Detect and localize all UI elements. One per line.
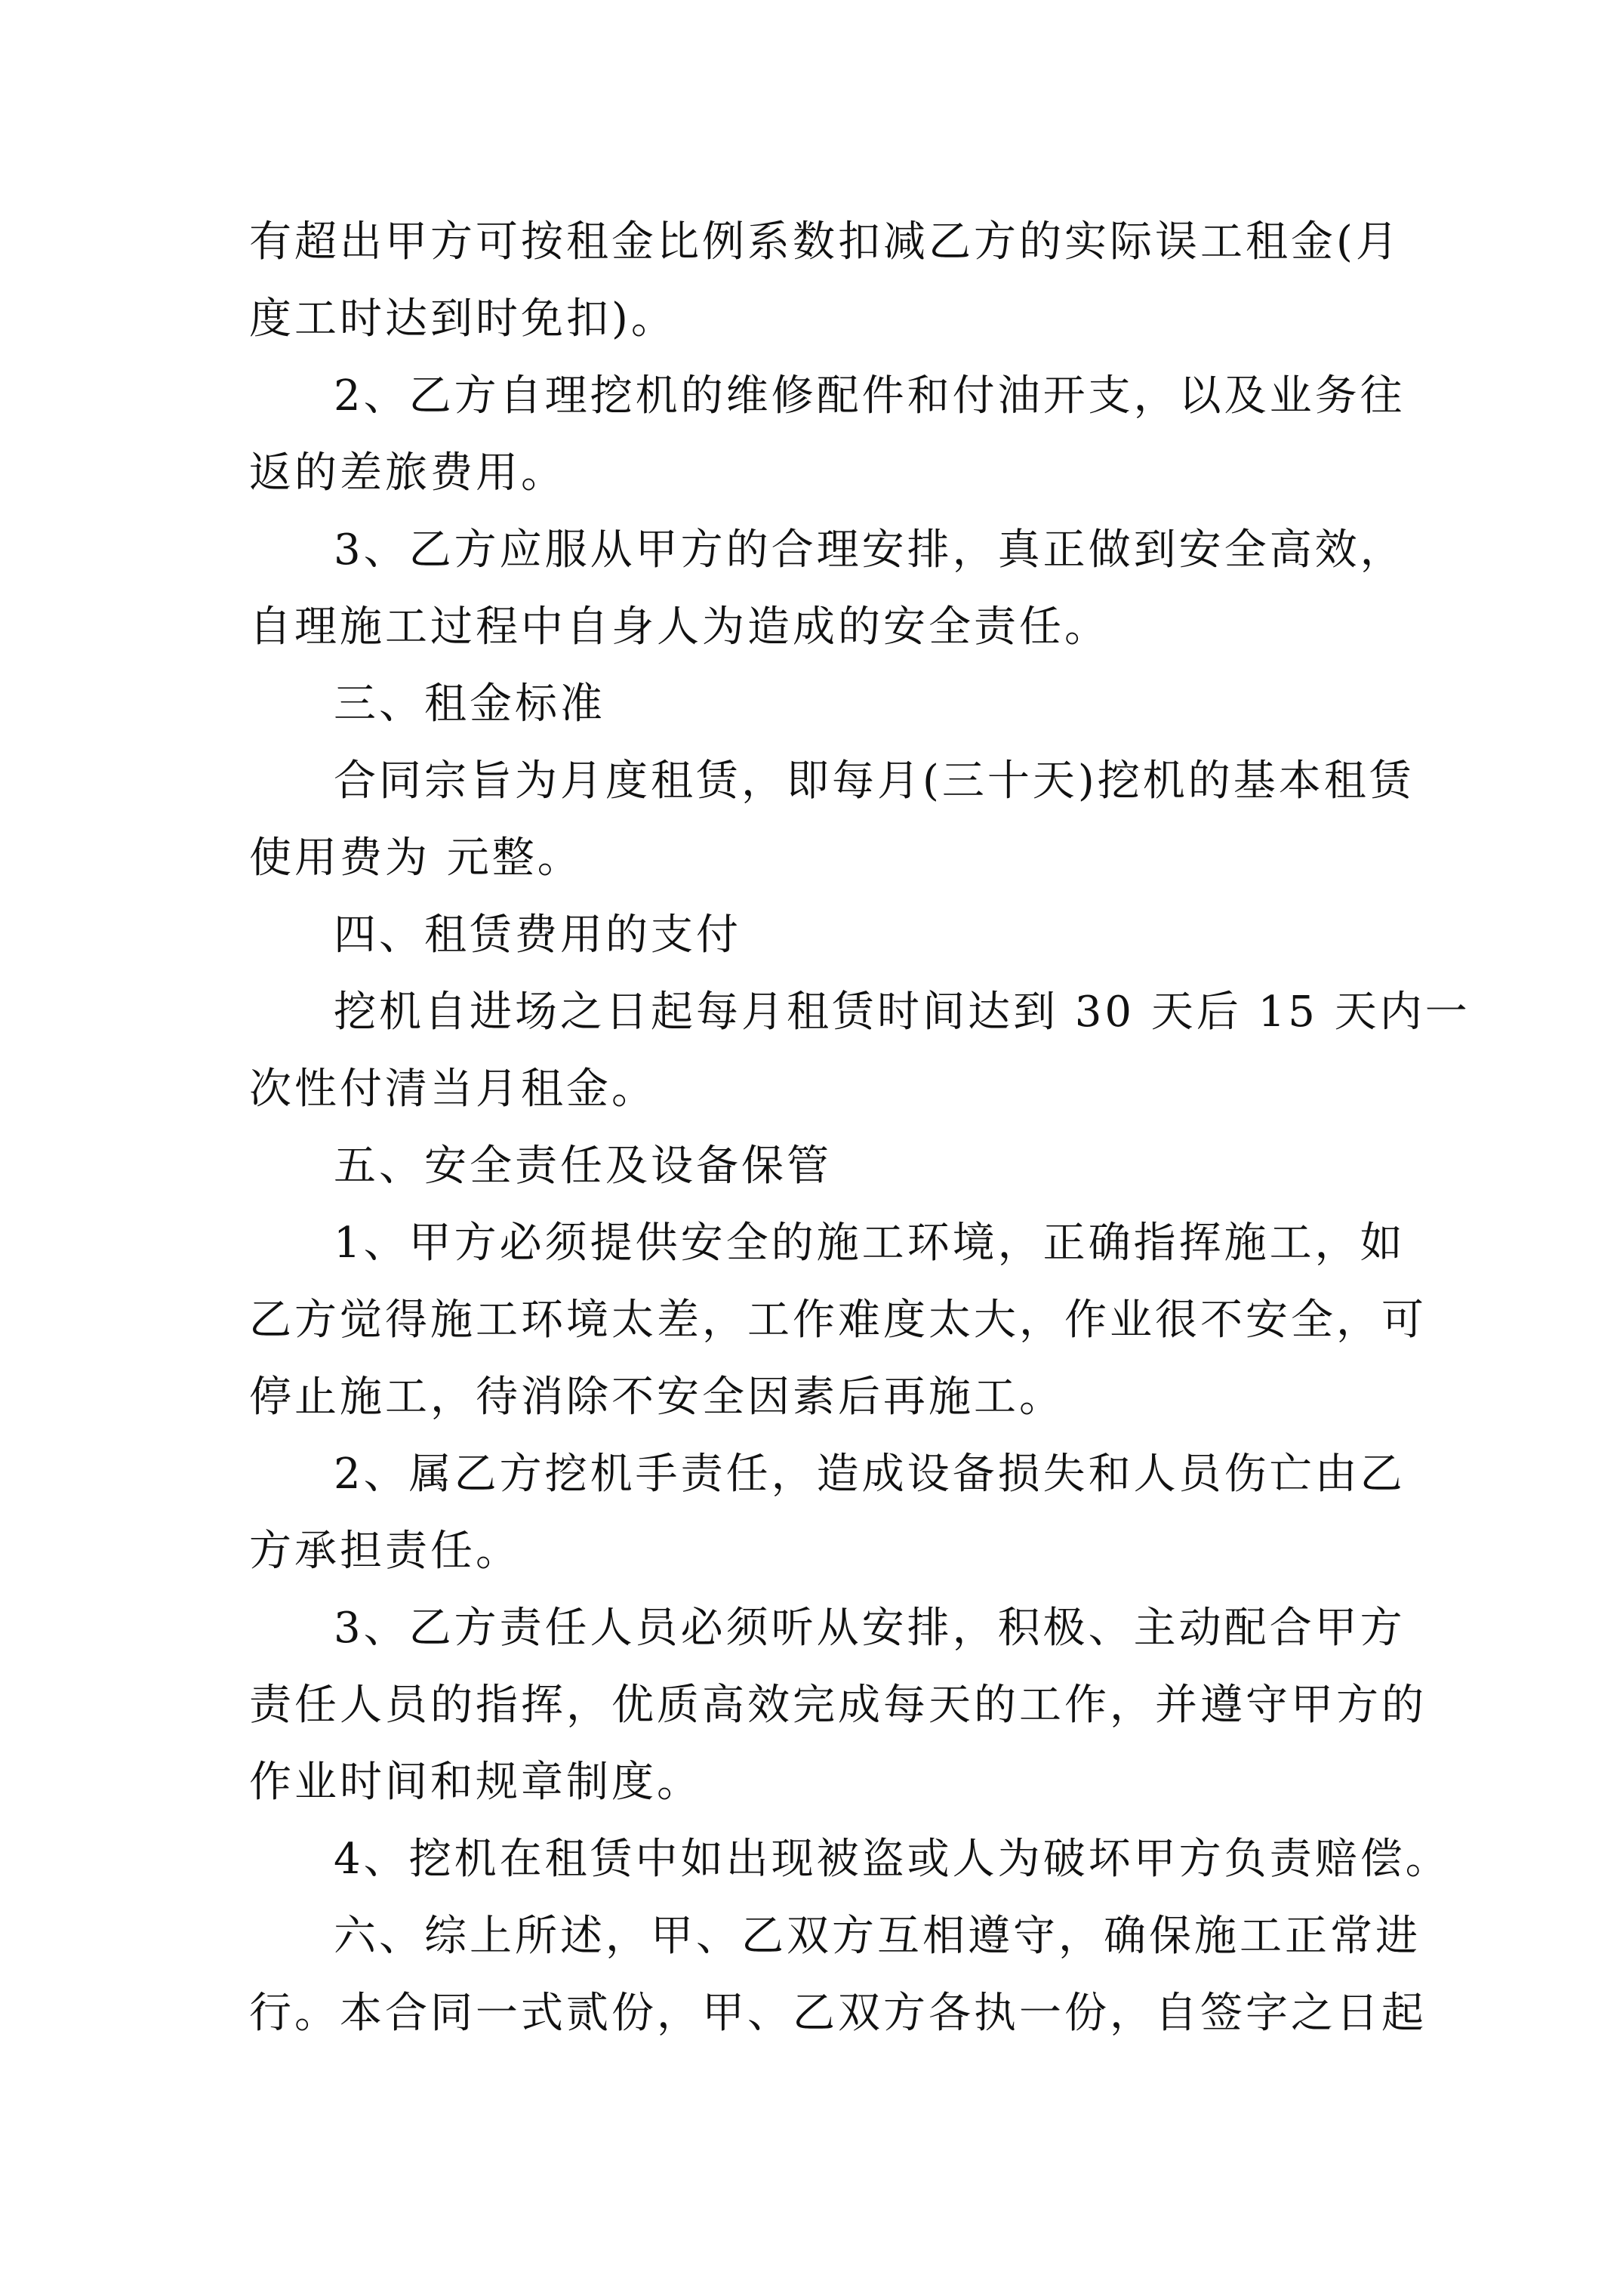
paragraph-first-line: 六、综上所述，甲、乙双方互相遵守，确保施工正常进 (334, 1912, 1421, 1961)
paragraph-line: 次性付清当月租金。 (249, 1065, 657, 1114)
paragraph-first-line: 挖机自进场之日起每月租赁时间达到 30 天后 15 天内一 (334, 988, 1471, 1037)
document-page (249, 204, 1471, 2052)
paragraph-first-line: 2、乙方自理挖机的维修配件和付油开支，以及业务往 (334, 371, 1406, 421)
paragraph-first-line: 3、乙方应服从甲方的合理安排，真正做到安全高效， (334, 525, 1406, 575)
paragraph-line: 有超出甲方可按租金比例系数扣减乙方的实际误工租金(月 (249, 217, 1401, 267)
paragraph-line: 责任人员的指挥，优质高效完成每天的工作，并遵守甲方的 (249, 1681, 1427, 1730)
paragraph-first-line: 四、租赁费用的支付 (334, 911, 741, 960)
paragraph-line: 方承担责任。 (249, 1527, 521, 1576)
paragraph-line: 停止施工，待消除不安全因素后再施工。 (249, 1373, 1064, 1422)
paragraph-line: 使用费为 元整。 (249, 834, 583, 883)
paragraph-line: 自理施工过程中自身人为造成的安全责任。 (249, 603, 1110, 652)
paragraph-first-line: 五、安全责任及设备保管 (334, 1142, 832, 1191)
paragraph-first-line: 合同宗旨为月度租赁，即每月(三十天)挖机的基本租赁 (334, 757, 1415, 806)
paragraph-first-line: 三、租金标准 (334, 680, 605, 729)
paragraph-line: 度工时达到时免扣)。 (249, 294, 676, 344)
paragraph-first-line: 3、乙方责任人员必须听从安排，积极、主动配合甲方 (334, 1604, 1406, 1653)
paragraph-line: 行。本合同一式贰份，甲、乙双方各执一份，自签字之日起 (249, 1989, 1427, 2038)
paragraph-line: 返的差旅费用。 (249, 448, 566, 498)
paragraph-first-line: 4、挖机在租赁中如出现被盗或人为破坏甲方负责赔偿。 (334, 1835, 1451, 1884)
paragraph-first-line: 1、甲方必须提供安全的施工环境，正确指挥施工，如 (334, 1219, 1406, 1268)
paragraph-line: 乙方觉得施工环境太差，工作难度太大，作业很不安全，可 (249, 1296, 1427, 1345)
paragraph-first-line: 2、属乙方挖机手责任，造成设备损失和人员伤亡由乙 (334, 1450, 1406, 1499)
paragraph-line: 作业时间和规章制度。 (249, 1758, 702, 1807)
